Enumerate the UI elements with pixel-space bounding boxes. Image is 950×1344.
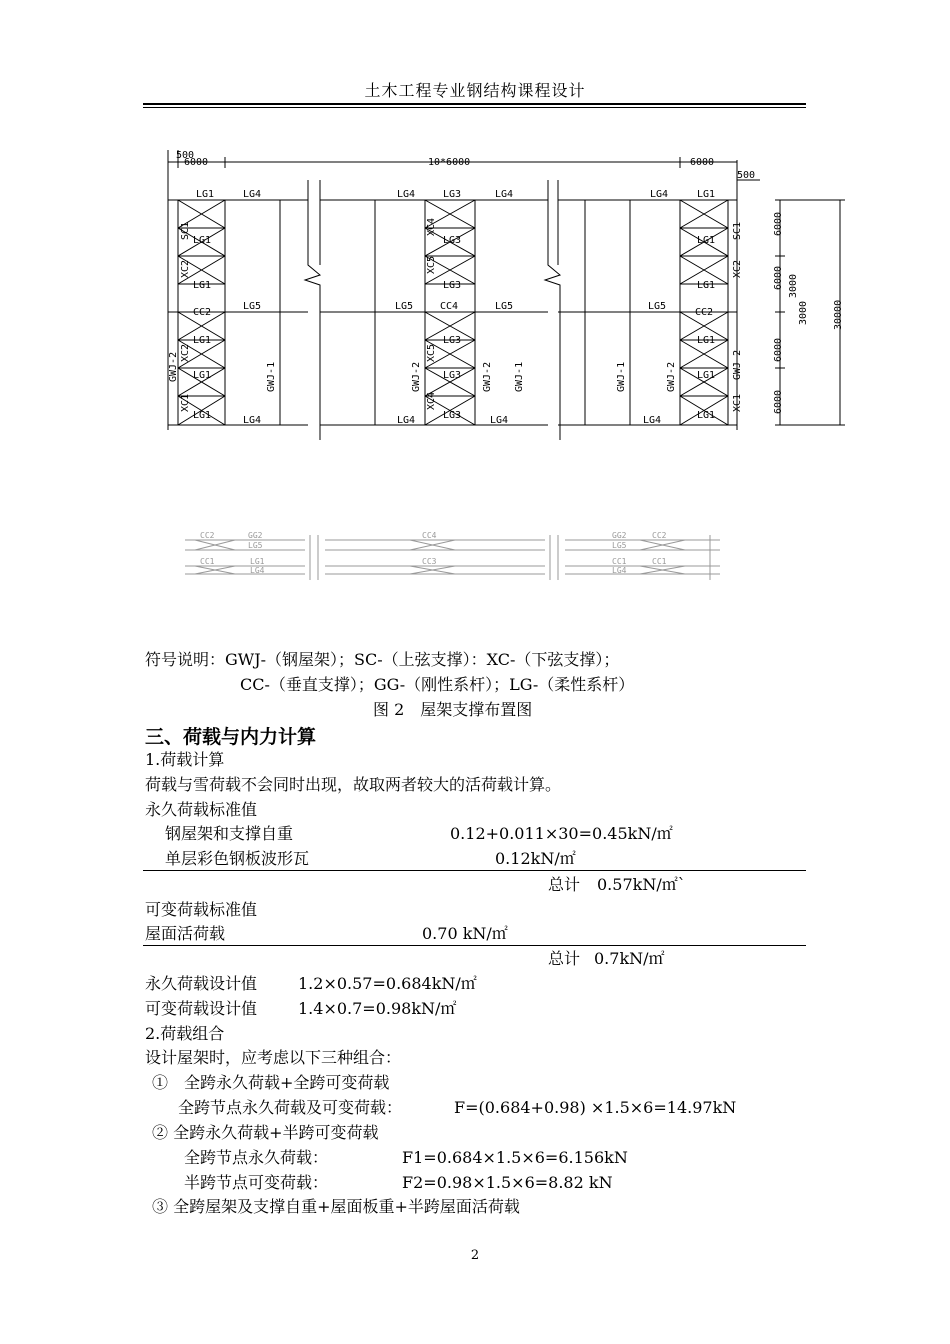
elev-label-cc3: CC3 [422,557,437,566]
perm-total-label: 总计 [548,875,581,894]
combo-2-line2-value: F2=0.98×1.5×6=8.82 kN [402,1173,613,1192]
perm-design-label: 永久荷载设计值 [145,974,258,993]
label-lg5: LG5 [243,301,262,312]
label-sc1: SC1 [732,221,743,240]
elev-label-gg2: GG2 [248,531,263,540]
perm-row1-value: 0.12+0.011×30=0.45kN/㎡ [450,824,673,843]
combo-3-title: ③ 全跨屋架及支撑自重+屋面板重+半跨屋面活荷载 [152,1197,520,1216]
label-xc2: XC2 [180,259,191,278]
label-xc5: XC5 [426,255,437,274]
combo-1-label: 全跨节点永久荷载及可变荷载： [178,1098,403,1117]
elev-label-lg4: LG4 [250,566,265,575]
label-lg4: LG4 [243,189,262,200]
label-lg3: LG3 [443,370,462,381]
label-lg5: LG5 [395,301,414,312]
label-lg1: LG1 [697,410,716,421]
label-gwj2: GWJ-2 [411,361,422,392]
label-gwj2: GWJ-2 [732,349,743,380]
section-heading: 三、荷载与内力计算 [145,726,317,748]
dim-v3000: 3000 [798,300,809,325]
var-design-label: 可变荷载设计值 [145,999,258,1018]
elev-label-gg2: GG2 [612,531,627,540]
dim-v3000: 3000 [788,273,799,298]
label-lg1: LG1 [697,235,716,246]
dim-v30000: 30000 [833,299,844,330]
elev-label-cc1: CC1 [612,557,627,566]
label-lg4: LG4 [397,189,416,200]
bracing-elevation-drawing [180,530,740,580]
perm-row2-value: 0.12kN/㎡ [495,849,576,868]
label-xc2: XC2 [732,259,743,278]
dim-v6000: 6000 [773,389,784,414]
elev-label-cc1: CC1 [652,557,667,566]
var-total-label: 总计 [548,949,581,968]
label-xc1: XC1 [180,393,191,412]
label-lg1: LG1 [193,335,212,346]
label-lg3: LG3 [443,235,462,246]
var-row1-value: 0.70 kN/㎡ [422,924,508,943]
elev-label-cc4: CC4 [422,531,437,540]
dim-6000-left: 6000 [184,157,209,168]
label-xc4: XC4 [426,217,437,236]
label-lg3: LG3 [443,189,462,200]
dim-v6000: 6000 [773,337,784,362]
label-xc1: XC1 [732,393,743,412]
page-number: 2 [470,1248,480,1263]
label-gwj1: GWJ-1 [266,361,277,392]
perm-row1-label: 钢屋架和支撑自重 [165,824,294,843]
table-rule [143,870,806,871]
subheading-load-calc: 1.荷载计算 [145,750,225,769]
combo-2-title: ② 全跨永久荷载+半跨可变荷载 [152,1123,379,1142]
label-cc2: CC2 [193,307,212,318]
var-row1-label: 屋面活荷载 [145,924,226,943]
label-lg4: LG4 [490,415,509,426]
dim-6000-right: 6000 [690,157,715,168]
elev-label-cc2: CC2 [200,531,215,540]
label-lg1: LG1 [193,235,212,246]
elev-label-cc2: CC2 [652,531,667,540]
elev-label-lg4: LG4 [612,566,627,575]
var-design-value: 1.4×0.7=0.98kN/㎡ [298,999,457,1018]
combo-1-title: ① 全跨永久荷载+全跨可变荷载 [152,1073,390,1092]
label-gwj2: GWJ-2 [666,361,677,392]
label-gwj1: GWJ-1 [616,361,627,392]
label-lg1: LG1 [196,189,215,200]
table-rule [143,945,806,946]
label-lg1: LG1 [697,335,716,346]
header-rule-thin [143,107,806,108]
figure-caption: 图 2 屋架支撑布置图 [373,700,533,719]
label-lg4: LG4 [643,415,662,426]
bracing-plan-drawing [150,140,850,440]
combo-2-line1-label: 全跨节点永久荷载： [184,1148,329,1167]
label-gwj2: GWJ-2 [482,361,493,392]
perm-total-value: 0.57kN/㎡` [597,875,686,894]
subheading-load-combo: 2.荷载组合 [145,1024,225,1043]
label-lg3: LG3 [443,410,462,421]
dim-v6000: 6000 [773,211,784,236]
dim-500-right: 500 [737,170,756,181]
label-lg1: LG1 [697,189,716,200]
combo-intro: 设计屋架时，应考虑以下三种组合： [145,1048,402,1067]
label-lg4: LG4 [650,189,669,200]
elev-label-cc1: CC1 [200,557,215,566]
label-lg1: LG1 [697,280,716,291]
label-lg4: LG4 [243,415,262,426]
dim-500-top: 500 [176,150,195,161]
var-load-title: 可变荷载标准值 [145,900,258,919]
dim-v6000: 6000 [773,265,784,290]
label-cc2: CC2 [695,307,714,318]
header-rule-thick [143,103,806,105]
label-lg3: LG3 [443,335,462,346]
label-lg4: LG4 [397,415,416,426]
label-lg4: LG4 [495,189,514,200]
running-header: 土木工程专业钢结构课程设计 [364,81,586,100]
label-cc4: CC4 [440,301,459,312]
legend-line-1: 符号说明：GWJ-（钢屋架）；SC-（上弦支撑）：XC-（下弦支撑）； [145,650,620,669]
label-lg5: LG5 [648,301,667,312]
label-lg3: LG3 [443,280,462,291]
label-lg1: LG1 [697,370,716,381]
label-xc4: XC4 [426,391,437,410]
label-lg5: LG5 [495,301,514,312]
label-xc5: XC5 [426,343,437,362]
label-gwj1: GWJ-1 [514,361,525,392]
combo-2-line1-value: F1=0.684×1.5×6=6.156kN [402,1148,628,1167]
legend-line-2: CC-（垂直支撑）；GG-（刚性系杆）；LG-（柔性系杆） [240,675,635,694]
perm-design-value: 1.2×0.57=0.684kN/㎡ [298,974,477,993]
label-xc2: XC2 [180,343,191,362]
elev-label-lg1: LG1 [250,557,265,566]
label-lg1: LG1 [193,370,212,381]
label-lg1: LG1 [193,410,212,421]
label-lg1: LG1 [193,280,212,291]
perm-load-title: 永久荷载标准值 [145,800,258,819]
paragraph-intro: 荷载与雪荷载不会同时出现，故取两者较大的活荷载计算。 [145,775,562,794]
label-sc1: SC1 [180,221,191,240]
perm-row2-label: 单层彩色钢板波形瓦 [165,849,310,868]
var-total-value: 0.7kN/㎡ [594,949,665,968]
elev-label-lg5: LG5 [612,541,627,550]
combo-1-value: F=(0.684+0.98) ×1.5×6=14.97kN [454,1098,737,1117]
label-gwj2: GWJ-2 [168,351,179,382]
dim-10x6000: 10*6000 [428,157,471,168]
combo-2-line2-label: 半跨节点可变荷载： [184,1173,329,1192]
elev-label-lg5: LG5 [248,541,263,550]
